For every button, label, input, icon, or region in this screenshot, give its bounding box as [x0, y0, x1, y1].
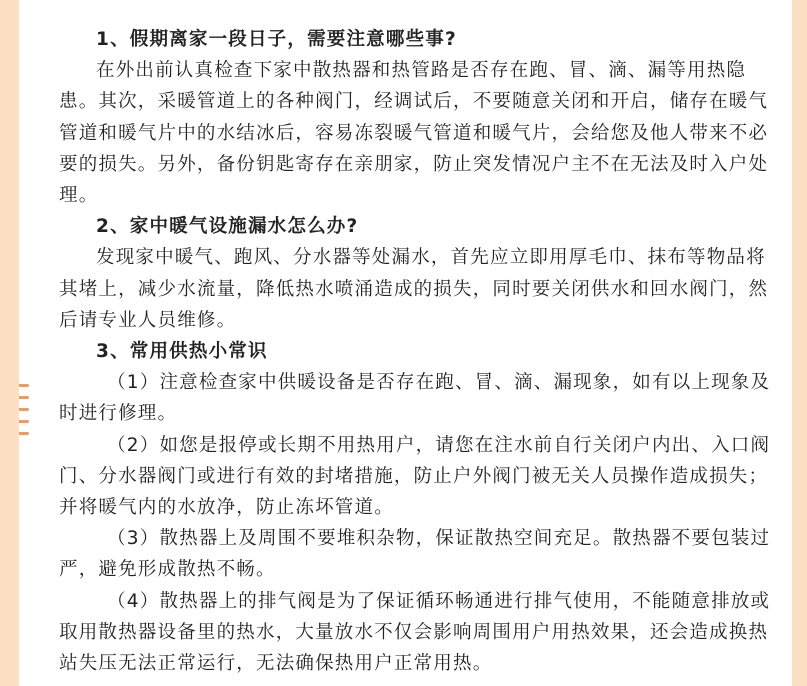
section-3-item-4: （4）散热器上的排气阀是为了保证循环畅通进行排气使用，不能随意排放或取用散热器设备里的热水，大量放水不仅会影响周围用户用热效果，还会造成换热站失压无法正常运行，无法确保热用户正常用热。 — [59, 590, 771, 675]
article-body — [59, 24, 781, 679]
section-3-item-2: （2）如您是报停或长期不用热用户，请您在注水前自行关闭户内出、入口阀门、分水器阀门或进行有效的封堵措施，防止户外阀门被无关人员操作造成损失；并将暖气内的水放净，防止冻坏管道。 — [59, 434, 771, 519]
section-3-heading: 3、常用供热小常识 — [96, 341, 268, 363]
decorative-stripes — [19, 378, 31, 448]
section-1-paragraph: 在外出前认真检查下家中散热器和热管路是否存在跑、冒、滴、漏等用热隐患。其次，采暖管道上的各种阀门，经调试后，不要随意关闭和开启，储存在暖气管道和暖气片中的水结冰后，容易冻裂暖气管道和暖气片，会给您及他人带来不必要的损失。另外，备份钥匙寄存在亲朋家，防止突发情况户主不在无法及时入户处理。 — [59, 60, 769, 207]
section-2-heading: 2、家中暖气设施漏水怎么办? — [96, 216, 359, 238]
section-3-item-1: （1）注意检查家中供暖设备是否存在跑、冒、滴、漏现象，如有以上现象及时进行修理。 — [59, 372, 771, 425]
section-3-item-3: （3）散热器上及周围不要堆积杂物，保证散热空间充足。散热器不要包装过严，避免形成散热不畅。 — [59, 528, 771, 581]
article-card — [19, 0, 792, 686]
section-1-heading: 1、假期离家一段日子，需要注意哪些事? — [96, 29, 457, 50]
section-2-paragraph: 发现家中暖气、跑风、分水器等处漏水，首先应立即用厚毛巾、抹布等物品将其堵上，减少水流量，降低热水喷涌造成的损失，同时要关闭供水和回水阀门，然后请专业人员维修。 — [59, 247, 769, 331]
